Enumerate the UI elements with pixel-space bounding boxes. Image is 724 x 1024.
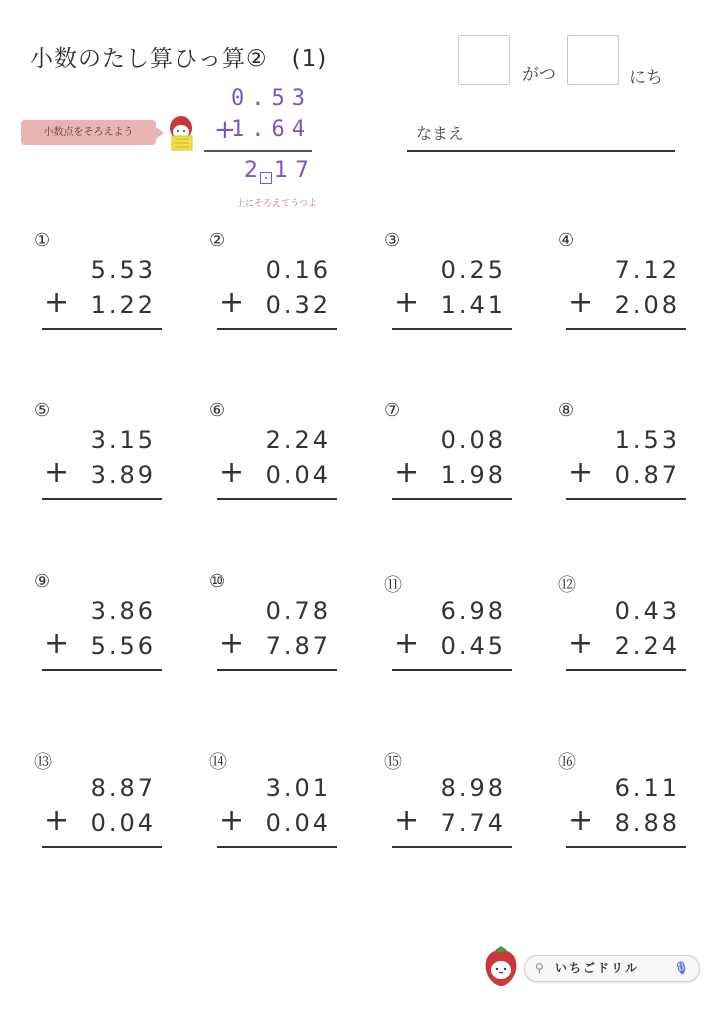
plus-sign: + [394,455,420,490]
plus-sign: + [568,455,594,490]
plus-sign: + [394,285,420,320]
example-rule [204,150,312,152]
example-answer-ones: 2 [244,158,258,183]
answer-line[interactable] [217,669,337,671]
addend-bottom: 2.24 [614,632,680,660]
problem-13 [34,748,164,858]
addend-bottom: 1.41 [440,291,506,319]
answer-line[interactable] [392,846,512,848]
addend-bottom: 1.22 [90,291,156,319]
answer-line[interactable] [42,498,162,500]
answer-line[interactable] [217,498,337,500]
problem-3 [384,230,514,340]
page-title: 小数のたし算ひっ算② (1) [30,46,328,72]
problem-number: ⑤ [34,400,51,421]
problem-8 [558,400,688,510]
logo-search-bar [524,955,700,982]
answer-line[interactable] [566,328,686,330]
addend-bottom: 0.04 [90,809,156,837]
answer-line[interactable] [217,328,337,330]
problem-4 [558,230,688,340]
plus-sign: + [219,285,245,320]
addend-top: 0.43 [614,597,680,625]
answer-line[interactable] [566,669,686,671]
problem-number: ① [34,230,51,251]
addend-bottom: 3.89 [90,461,156,489]
addend-top: 1.53 [614,426,680,454]
problem-number: ⑬ [34,752,52,773]
addend-top: 6.11 [614,774,680,802]
plus-sign: + [568,626,594,661]
addend-top: 7.12 [614,256,680,284]
plus-sign: + [219,803,245,838]
problem-number: ⑫ [558,575,576,596]
answer-line[interactable] [566,846,686,848]
answer-line[interactable] [566,498,686,500]
example-answer-decimals: 17 [274,158,316,183]
problem-5 [34,400,164,510]
problem-15 [384,748,514,858]
addend-top: 3.15 [90,426,156,454]
problem-number: ⑥ [209,400,226,421]
addend-bottom: 0.32 [265,291,331,319]
microphone-icon: 🎙 [673,961,689,975]
problem-number: ⑧ [558,400,575,421]
addend-top: 2.24 [265,426,331,454]
plus-sign: + [219,626,245,661]
example-top-number: 0.53 [231,86,312,111]
addend-top: 0.25 [440,256,506,284]
problem-11 [384,571,514,681]
addend-bottom: 0.45 [440,632,506,660]
addend-top: 3.01 [265,774,331,802]
hint-bubble: 小数点をそろえよう [21,120,156,145]
problem-number: ③ [384,230,401,251]
problem-number: ⑮ [384,752,402,773]
problem-number: ⑯ [558,752,576,773]
plus-sign: + [219,455,245,490]
answer-line[interactable] [42,846,162,848]
addend-top: 0.08 [440,426,506,454]
plus-sign: + [394,803,420,838]
day-box[interactable] [567,35,619,85]
problem-16 [558,748,688,858]
answer-line[interactable] [217,846,337,848]
month-box[interactable] [458,35,510,85]
addend-bottom: 7.87 [265,632,331,660]
month-label: がつ [522,65,556,85]
addend-top: 5.53 [90,256,156,284]
answer-line[interactable] [42,328,162,330]
addend-top: 3.86 [90,597,156,625]
addend-top: 8.87 [90,774,156,802]
problem-12 [558,571,688,681]
plus-sign: + [44,626,70,661]
example-note: 上にそろえてうつよ [236,199,318,209]
addend-top: 8.98 [440,774,506,802]
addend-bottom: 0.04 [265,809,331,837]
plus-sign: + [568,285,594,320]
answer-line[interactable] [392,498,512,500]
example-plus-sign: + [214,115,236,145]
day-label: にち [629,68,663,88]
problem-number: ⑭ [209,752,227,773]
addend-bottom: 0.87 [614,461,680,489]
answer-line[interactable] [392,669,512,671]
problem-7 [384,400,514,510]
addend-bottom: 2.08 [614,291,680,319]
search-icon: ⚲ [535,961,544,975]
answer-line[interactable] [42,669,162,671]
example-bottom-number: 1.64 [231,117,312,142]
addend-bottom: 1.98 [440,461,506,489]
name-label: なまえ [416,124,465,143]
strawberry-mascot-icon [166,114,198,154]
problem-number: ④ [558,230,575,251]
problem-number: ⑩ [209,571,226,592]
problem-number: ⑪ [384,575,402,596]
plus-sign: + [44,803,70,838]
decimal-point-box-icon [260,172,272,184]
answer-line[interactable] [392,328,512,330]
plus-sign: + [44,455,70,490]
logo-text: いちごドリル [555,961,640,975]
addend-bottom: 7.74 [440,809,506,837]
name-field[interactable] [407,150,675,152]
problem-2 [209,230,339,340]
problem-6 [209,400,339,510]
problem-number: ⑦ [384,400,401,421]
plus-sign: + [394,626,420,661]
problem-10 [209,571,339,681]
addend-top: 0.16 [265,256,331,284]
plus-sign: + [44,285,70,320]
addend-bottom: 5.56 [90,632,156,660]
strawberry-logo-icon [482,944,520,988]
addend-top: 6.98 [440,597,506,625]
problem-14 [209,748,339,858]
problem-number: ⑨ [34,571,51,592]
problem-9 [34,571,164,681]
problem-number: ② [209,230,226,251]
addend-bottom: 8.88 [614,809,680,837]
addend-top: 0.78 [265,597,331,625]
plus-sign: + [568,803,594,838]
problem-1 [34,230,164,340]
addend-bottom: 0.04 [265,461,331,489]
